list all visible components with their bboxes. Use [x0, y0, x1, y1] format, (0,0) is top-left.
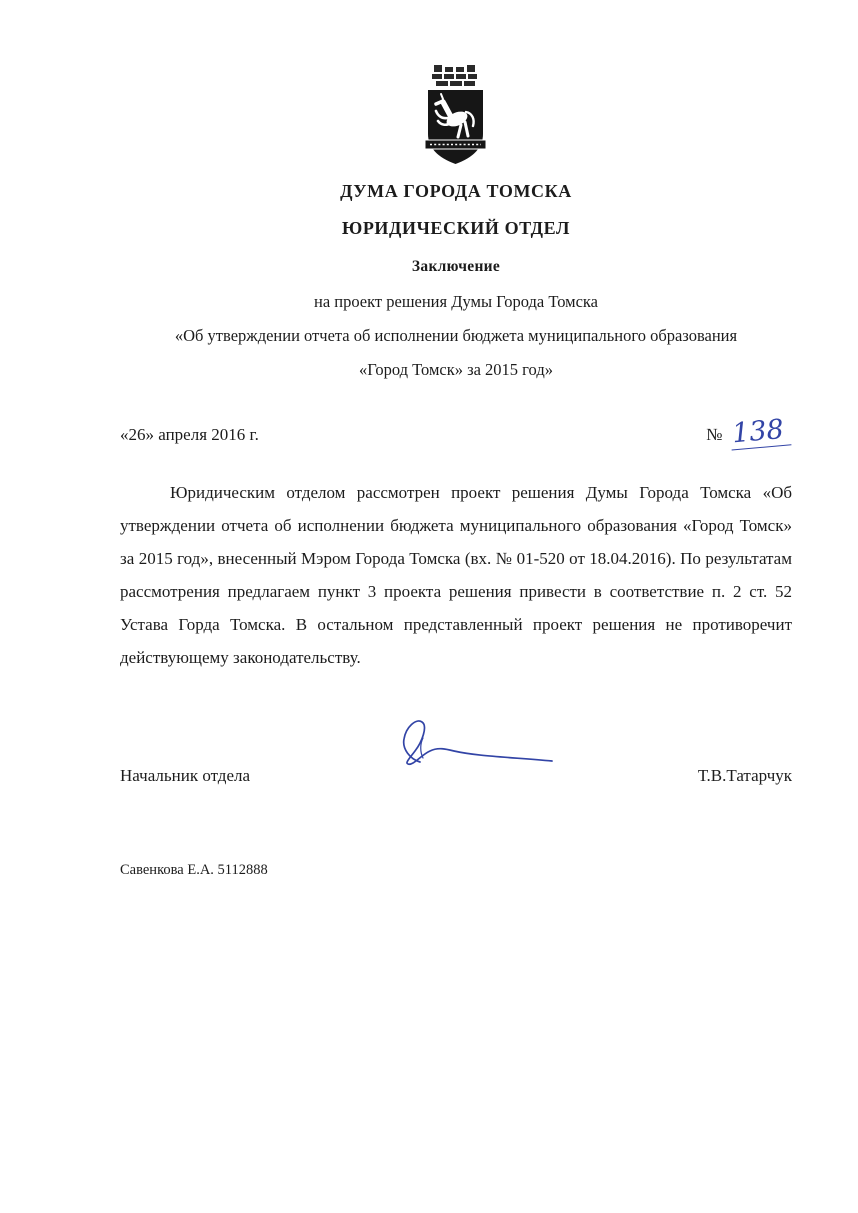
executor-contact: Савенкова Е.А. 5112888 — [120, 862, 268, 878]
subtitle-line-2: «Об утверждении отчета об исполнении бюджета муниципального образования — [174, 326, 738, 345]
signer-position: Начальник отдела — [120, 766, 251, 785]
number-sign-label: № — [706, 425, 723, 444]
mural-crown-icon — [432, 65, 477, 86]
document-number — [706, 413, 792, 450]
conclusion-body-text: Юридическим отделом рассмотрен проект решения Думы Города Томска «Об утверждении отчета об исполнении бюджета муниципального образования «Город Томск» за 2015 год», внесенный Мэром Города Томска (вх. № 01-520 от 18.04.2016). По результатам рассмотрения предлагаем пункт 3 проекта решения привести в соответствие п. 2 ст. 52 Устава Горда Томска. В остальном представленный проект решения не противоречит действующему законодательству. — [120, 483, 792, 667]
date-number-row — [120, 413, 792, 450]
motto-ribbon — [425, 140, 486, 149]
organization-name: ДУМА ГОРОДА ТОМСКА — [340, 181, 572, 201]
department-name: ЮРИДИЧЕСКИЙ ОТДЕЛ — [341, 218, 571, 238]
shield-shape — [428, 90, 483, 164]
signature-row — [120, 766, 792, 786]
tomsk-coat-of-arms-icon — [420, 64, 492, 181]
signer-name: Т.В.Татарчук — [697, 766, 792, 785]
document-date: «26» апреля 2016 г. — [120, 425, 259, 444]
document-content — [120, 0, 792, 1213]
subtitle-line-3: «Город Томск» за 2015 год» — [359, 360, 553, 379]
subtitle-line-1: на проект решения Думы Города Томска — [313, 292, 599, 311]
handwritten-number-value: 138 — [730, 415, 792, 450]
document-type-title: Заключение — [411, 258, 501, 275]
coat-of-arms-svg — [420, 64, 492, 176]
